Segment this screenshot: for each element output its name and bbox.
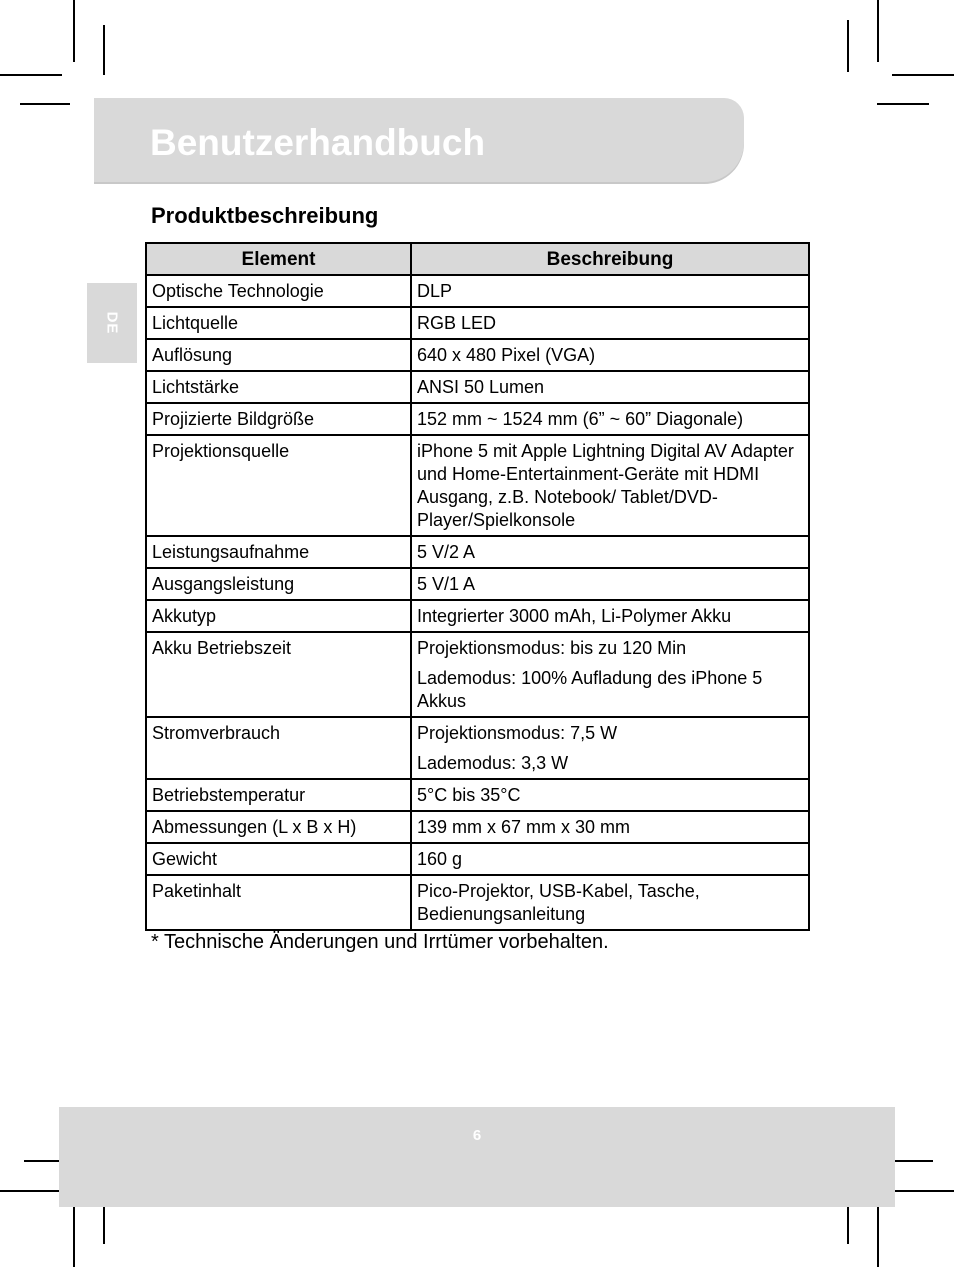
crop-mark [877, 103, 929, 105]
language-tab [87, 283, 137, 363]
description-line: 152 mm ~ 1524 mm (6” ~ 60” Diagonale) [417, 409, 744, 429]
crop-mark [73, 1205, 75, 1267]
element-cell: Akku Betriebszeit [146, 632, 411, 717]
description-line: 139 mm x 67 mm x 30 mm [417, 817, 631, 837]
description-line: 5 V/1 A [417, 574, 476, 594]
element-cell: Optische Technologie [146, 275, 411, 307]
section-title: Produktbeschreibung [151, 203, 379, 228]
element-cell: Abmessungen (L x B x H) [146, 811, 411, 843]
description-cell [411, 600, 809, 632]
table-row [146, 403, 809, 435]
crop-mark [847, 20, 849, 72]
description-cell [411, 843, 809, 875]
description-line: Lademodus: 100% Aufladung des iPhone 5 Akkus [417, 668, 763, 711]
element-cell: Projektionsquelle [146, 435, 411, 536]
description-cell [411, 403, 809, 435]
table-row [146, 307, 809, 339]
table-row [146, 275, 809, 307]
element-cell: Lichtquelle [146, 307, 411, 339]
element-cell: Paketinhalt [146, 875, 411, 930]
description-cell [411, 632, 809, 717]
column-header-element: Element [146, 243, 411, 275]
description-cell [411, 717, 809, 779]
crop-mark [877, 0, 879, 62]
description-line: Lademodus: 3,3 W [417, 753, 569, 773]
description-cell [411, 568, 809, 600]
description-cell [411, 307, 809, 339]
element-cell: Lichtstärke [146, 371, 411, 403]
description-line: Integrierter 3000 mAh, Li-Polymer Akku [417, 606, 732, 626]
table-row [146, 843, 809, 875]
description-line: RGB LED [417, 313, 497, 333]
element-cell: Auflösung [146, 339, 411, 371]
element-cell: Stromverbrauch [146, 717, 411, 779]
table-row [146, 717, 809, 779]
crop-mark [892, 1190, 954, 1192]
table-row [146, 339, 809, 371]
description-line: 5 V/2 A [417, 542, 476, 562]
crop-mark [0, 1190, 62, 1192]
crop-mark [0, 74, 62, 76]
description-line: Projektionsmodus: bis zu 120 Min [417, 638, 687, 658]
crop-mark [892, 74, 954, 76]
table-row [146, 371, 809, 403]
crop-mark [103, 25, 105, 75]
table-header-row [146, 243, 809, 275]
footer-bar [59, 1107, 895, 1207]
header-banner [94, 98, 744, 182]
spec-table-body [146, 275, 809, 930]
description-line: DLP [417, 281, 453, 301]
page-title: Benutzerhandbuch [150, 122, 486, 163]
description-cell [411, 371, 809, 403]
table-row [146, 536, 809, 568]
element-cell: Akkutyp [146, 600, 411, 632]
table-row [146, 875, 809, 930]
column-header-description: Beschreibung [411, 243, 809, 275]
table-row [146, 435, 809, 536]
element-cell: Ausgangsleistung [146, 568, 411, 600]
description-line: 160 g [417, 849, 463, 869]
description-line: 5°C bis 35°C [417, 785, 521, 805]
description-cell [411, 435, 809, 536]
page-number: 6 [472, 1127, 482, 1144]
description-cell [411, 275, 809, 307]
description-cell [411, 536, 809, 568]
table-row [146, 632, 809, 717]
table-row [146, 779, 809, 811]
description-line: Pico-Projektor, USB-Kabel, Tasche, Bedienungsanleitung [417, 881, 700, 924]
description-cell [411, 811, 809, 843]
footnote: * Technische Änderungen und Irrtümer vorbehalten. [151, 931, 609, 953]
element-cell: Projizierte Bildgröße [146, 403, 411, 435]
element-cell: Betriebstemperatur [146, 779, 411, 811]
crop-mark [20, 103, 70, 105]
description-line: ANSI 50 Lumen [417, 377, 545, 397]
spec-table [145, 242, 810, 931]
description-cell [411, 339, 809, 371]
description-line: 640 x 480 Pixel (VGA) [417, 345, 596, 365]
crop-mark [877, 1205, 879, 1267]
description-cell [411, 779, 809, 811]
element-cell: Gewicht [146, 843, 411, 875]
table-row [146, 811, 809, 843]
element-cell: Leistungsaufnahme [146, 536, 411, 568]
description-line: Projektionsmodus: 7,5 W [417, 723, 618, 743]
description-line: iPhone 5 mit Apple Lightning Digital AV Adapter und Home-Entertainment-Geräte mit HDMI Ausgang, z.B. Notebook/ Tablet/DVD-Player/Spielkonsole [417, 441, 794, 530]
table-row [146, 568, 809, 600]
description-cell [411, 875, 809, 930]
crop-mark [73, 0, 75, 62]
table-row [146, 600, 809, 632]
language-label: DE [103, 311, 121, 335]
